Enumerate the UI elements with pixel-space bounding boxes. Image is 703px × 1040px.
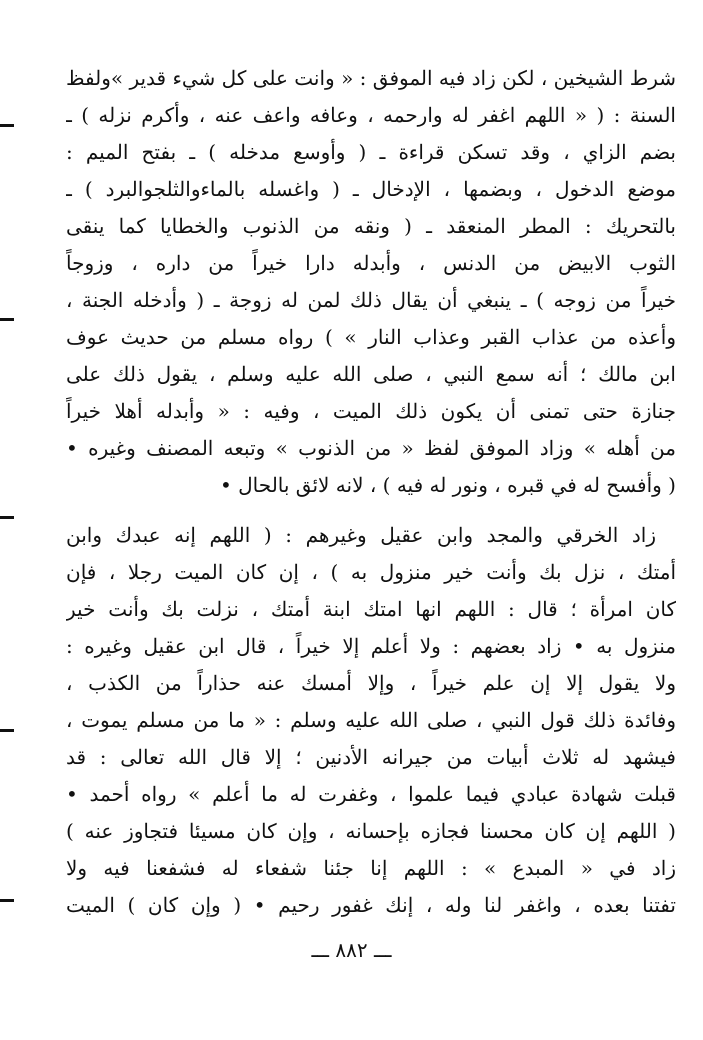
page-number: ـــ ٨٨٢ ـــ — [311, 938, 392, 962]
text-line: الثوب الابيض من الدنس ، وأبدله دارا خيراً من داره ، وزوجاً — [66, 251, 676, 275]
text-line: أمتك ، نزل بك وأنت خير منزول به ) ، إن كان الميت رجلا ، فإن — [66, 560, 676, 584]
text-line: السنة : ( « اللهم اغفر له وارحمه ، وعافه واعف عنه ، وأكرم نزله ) ـ — [66, 103, 676, 127]
margin-mark — [0, 516, 14, 519]
margin-mark — [0, 124, 14, 127]
margin-mark — [0, 318, 14, 321]
text-line: منزول به • زاد بعضهم : ولا أعلم إلا خيراً ، قال ابن عقيل وغيره : — [66, 634, 676, 658]
text-line: جنازة حتى تمنى أن يكون ذلك الميت ، وفيه : « وأبدله أهلا خيراً — [66, 399, 676, 423]
text-line: فيشهد له ثلاث أبيات من جيرانه الأدنين ؛ إلا قال الله تعالى : قد — [66, 745, 676, 769]
margin-mark — [0, 899, 14, 902]
margin-mark — [0, 729, 14, 732]
text-line: زاد في « المبدع » : اللهم إنا جئنا شفعاء له فشفعنا فيه ولا — [66, 856, 676, 880]
text-line: كان امرأة ؛ قال : اللهم انها امتك ابنة أمتك ، نزلت بك وأنت خير — [66, 597, 676, 621]
text-line: ( اللهم إن كان محسنا فجازه بإحسانه ، وإن كان مسيئا فتجاوز عنه ) — [66, 819, 676, 843]
text-line: بالتحريك : المطر المنعقد ـ ( ونقه من الذنوب والخطايا كما ينقى — [66, 214, 676, 238]
text-line: زاد الخرقي والمجد وابن عقيل وغيرهم : ( اللهم إنه عبدك وابن — [66, 523, 656, 547]
text-line: ( وأفسح له في قبره ، ونور له فيه ) ، لانه لائق بالحال • — [220, 473, 676, 497]
text-line: وفائدة ذلك قول النبي ، صلى الله عليه وسلم : « ما من مسلم يموت ، — [66, 708, 676, 732]
text-line: شرط الشيخين ، لكن زاد فيه الموفق : « وانت على كل شيء قدير »ولفظ — [66, 66, 676, 90]
text-line: موضع الدخول ، وبضمها ، الإدخال ـ ( واغسله بالماءوالثلجوالبرد ) ـ — [66, 177, 676, 201]
text-line: بضم الزاي ، وقد تسكن قراءة ـ ( وأوسع مدخله ) ـ بفتح الميم : — [66, 140, 676, 164]
text-line: خيراً من زوجه ) ـ ينبغي أن يقال ذلك لمن له زوجة ـ ( وأدخله الجنة ، — [66, 288, 676, 312]
text-line: من أهله » وزاد الموفق لفظ « من الذنوب » وتبعه المصنف وغيره • — [66, 436, 676, 460]
text-line: قبلت شهادة عبادي فيما علموا ، وغفرت له ما أعلم » رواه أحمد • — [66, 782, 676, 806]
text-line: تفتنا بعده ، واغفر لنا وله ، إنك غفور رحيم • ( وإن كان ) الميت — [66, 893, 676, 917]
text-line: ابن مالك ؛ أنه سمع النبي ، صلى الله عليه وسلم ، يقول ذلك على — [66, 362, 676, 386]
text-line: وأعذه من عذاب القبر وعذاب النار » ) رواه مسلم من حديث عوف — [66, 325, 676, 349]
text-line: ولا يقول إلا إن علم خيراً ، وإلا أمسك عنه حذاراً من الكذب ، — [66, 671, 676, 695]
